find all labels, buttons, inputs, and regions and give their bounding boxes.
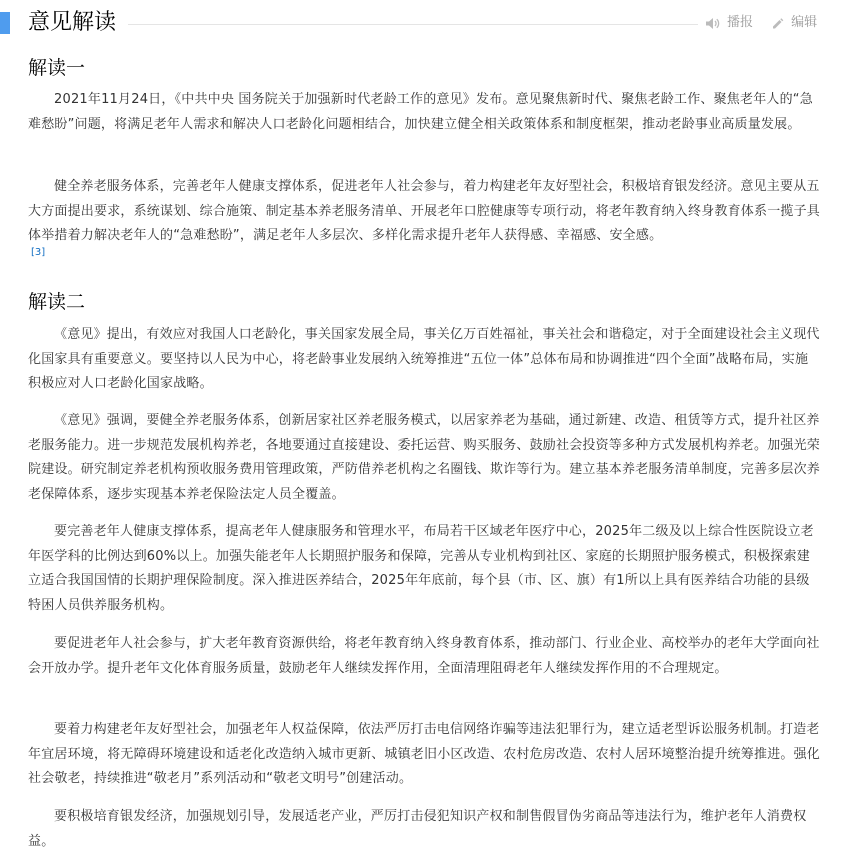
edit-label: 编辑 bbox=[791, 15, 818, 30]
paragraph: 要着力构建老年友好型社会，加强老年人权益保障，依法严厉打击电信网络诈骗等违法犯罪行为，建立适老型诉讼服务机制。打造老年宜居环境，将无障碍环境建设和适老化改造纳入城市更新、城镇老旧小区改造、农村危房改造、农村人居环境整治提升统筹推进。强化社会敬老，持续推进“敬老月”系列活动和“敬老文明号”创建活动。 bbox=[28, 722, 821, 786]
subsection-title-1: 解读一 bbox=[28, 57, 86, 79]
broadcast-label: 播报 bbox=[727, 15, 754, 30]
paragraph: 健全养老服务体系，完善老年人健康支撑体系，促进老年人社会参与，着力构建老年友好型社会，积极培育银发经济。意见主要从五大方面提出要求，系统谋划、综合施策、制定基本养老服务清单、开展老年口腔健康等专项行动，将老年教育纳入终身教育体系一揽子具体举措着力解决老年人的“急难愁盼”，满足老年人多层次、多样化需求提升老年人获得感、幸福感、安全感。 bbox=[28, 179, 821, 243]
paragraph: 要促进老年人社会参与，扩大老年教育资源供给，将老年教育纳入终身教育体系，推动部门、行业企业、高校举办的老年大学面向社会开放办学。提升老年文化体育服务质量，鼓励老年人继续发挥作用，全面清理阻碍老年人继续发挥作用的不合理规定。 bbox=[28, 636, 820, 676]
paragraph: 要积极培育银发经济，加强规划引导，发展适老产业，严厉打击侵犯知识产权和制售假冒伪劣商品等违法行为，维护老年人消费权益。 bbox=[28, 809, 807, 849]
section-tools bbox=[705, 13, 831, 37]
pencil-icon bbox=[771, 17, 784, 30]
paragraph: 《意见》提出，有效应对我国人口老龄化，事关国家发展全局，事关亿万百姓福祉，事关社会和谐稳定，对于全面建设社会主义现代化国家具有重要意义。要坚持以人民为中心，将老龄事业发展纳入统筹推进“五位一体”总体布局和协调推进“四个全面”战略布局，实施积极应对人口老龄化国家战略。 bbox=[28, 327, 820, 391]
paragraph: 《意见》强调，要健全养老服务体系，创新居家社区养老服务模式，以居家养老为基础，通过新建、改造、租赁等方式，提升社区养老服务能力。进一步规范发展机构养老，各地要通过直接建设、委托运营、购买服务、鼓励社会投资等多种方式发展机构养老。加强光荣院建设。研究制定养老机构预收服务费用管理政策，严防借养老机构之名圈钱、欺诈等行为。建立基本养老服务清单制度，完善多层次养老保障体系，逐步实现基本养老保险法定人员全覆盖。 bbox=[28, 413, 821, 502]
paragraph: 2021年11月24日，《中共中央 国务院关于加强新时代老龄工作的意见》发布。意见聚焦新时代、聚焦老龄工作、聚焦老年人的“急难愁盼”问题，将满足老年人需求和解决人口老龄化问题相结合，加快建立健全相关政策体系和制度框架，推动老龄事业高质量发展。 bbox=[28, 92, 813, 132]
subsection-title-2: 解读二 bbox=[28, 291, 86, 313]
section-header bbox=[0, 8, 849, 40]
section-divider bbox=[128, 24, 698, 25]
section-accent-bar bbox=[0, 12, 10, 34]
paragraph: 要完善老年人健康支撑体系，提高老年人健康服务和管理水平，布局若干区域老年医疗中心，2025年二级及以上综合性医院设立老年医学科的比例达到60%以上。加强失能老年人长期照护服务和保障，完善从专业机构到社区、家庭的长期照护服务模式，积极探索建立适合我国国情的长期护理保险制度。深入推进医养结合，2025年年底前，每个县（市、区、旗）有1所以上具有医养结合功能的县级特困人员供养服务机构。 bbox=[28, 524, 814, 613]
speaker-icon bbox=[705, 17, 720, 30]
broadcast-button[interactable] bbox=[705, 13, 753, 33]
section-title: 意见解读 bbox=[28, 10, 117, 35]
edit-button[interactable] bbox=[771, 13, 817, 33]
citation-link[interactable]: [3] bbox=[31, 247, 46, 258]
